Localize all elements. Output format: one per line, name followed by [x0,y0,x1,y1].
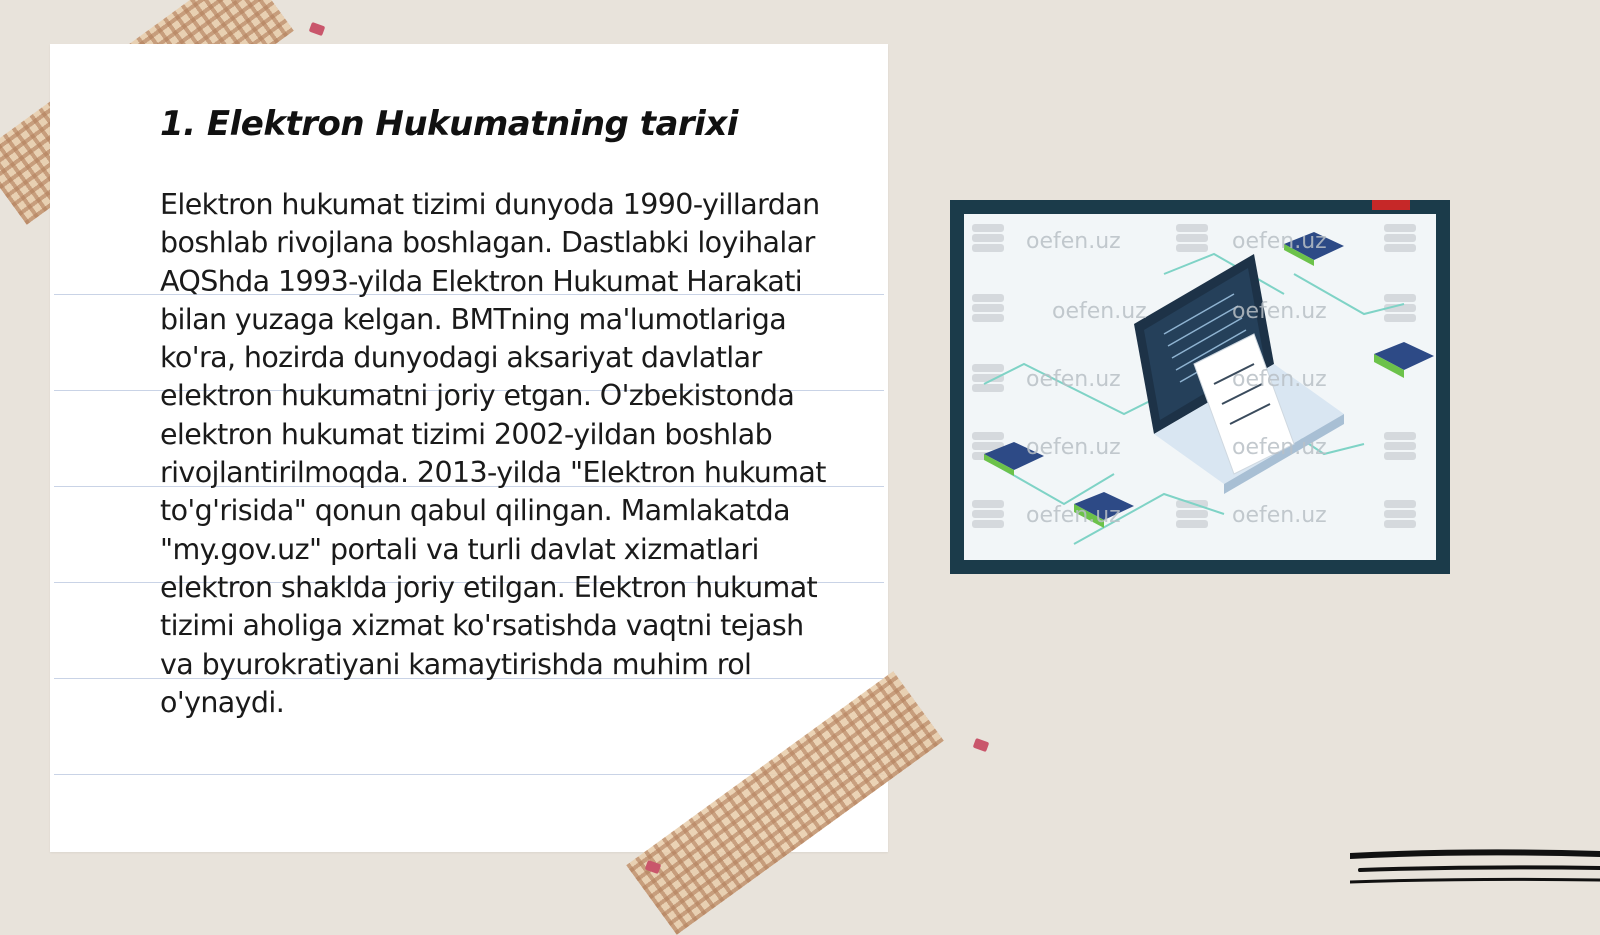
svg-text:oefen.uz: oefen.uz [1232,299,1327,324]
svg-text:oefen.uz: oefen.uz [1026,503,1121,528]
svg-text:oefen.uz: oefen.uz [1026,229,1121,254]
svg-text:oefen.uz: oefen.uz [1232,229,1327,254]
svg-text:oefen.uz: oefen.uz [1026,367,1121,392]
slide-title: 1. Elektron Hukumatning tarixi [160,104,738,144]
svg-text:oefen.uz: oefen.uz [1232,435,1327,460]
svg-text:oefen.uz: oefen.uz [1052,299,1147,324]
slide-body-text: Elektron hukumat tizimi dunyoda 1990-yillardan boshlab rivojlana boshlagan. Dastlabki loyihalar AQShda 1993-yilda Elektron Hukumat Harakati bilan yuzaga kelgan. BMTning ma'lumotlariga ko'ra, hozirda dunyodagi aksariyat davlatlar elektron hukumatni joriy etgan. O'zbekistonda elektron hukumat tizimi 2002-yildan boshlab rivojlantirilmoqda. 2013-yilda "Elektron hukumat to'g'risida" qonun qabul qilingan. Mamlakatda "my.gov.uz" portali va turli davlat xizmatlari elektron shaklda joriy etilgan. Elektron hukumat tizimi aholiga xizmat ko'rsatishda vaqtni tejash va byurokratiyani kamaytirishda muhim rol o'ynaydi. [160,188,826,719]
network-computer-illustration [964,214,1436,560]
svg-text:oefen.uz: oefen.uz [1232,503,1327,528]
svg-text:oefen.uz: oefen.uz [1026,435,1121,460]
brush-stroke-decoration [1350,848,1600,900]
illustration-frame [950,200,1450,574]
tape-tip-top [309,22,326,36]
illustration-image [964,214,1436,560]
red-tag [1372,200,1410,210]
tape-tip-bottom-right [973,738,990,752]
svg-text:oefen.uz: oefen.uz [1232,367,1327,392]
